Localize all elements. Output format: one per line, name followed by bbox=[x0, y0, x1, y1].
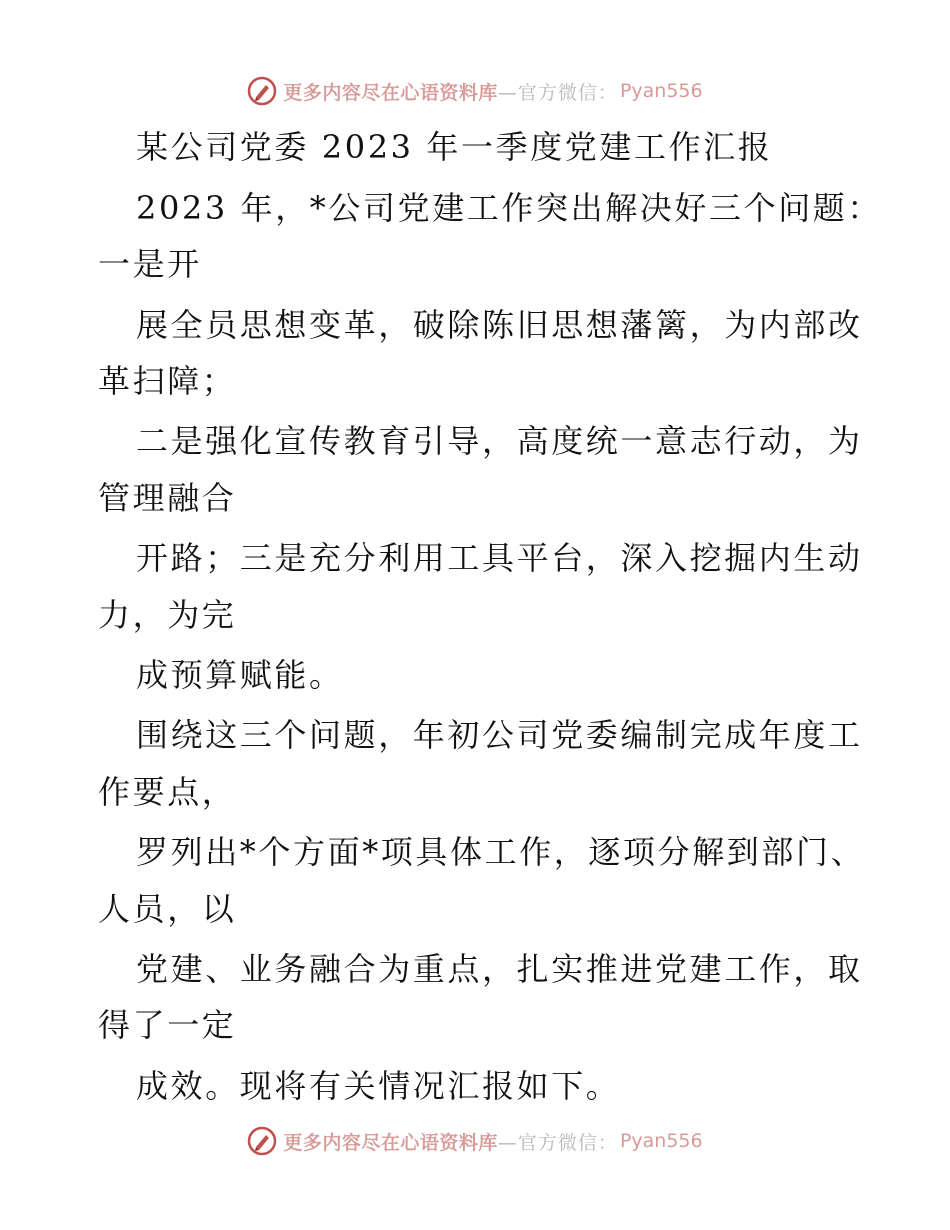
document-line: 2023 年，*公司党建工作突出解决好三个问题： bbox=[136, 189, 883, 227]
document-line: 成预算赋能。 bbox=[136, 656, 344, 694]
watermark-header bbox=[0, 71, 950, 111]
document-line: 人员，以 bbox=[98, 890, 237, 928]
document-line: 围绕这三个问题，年初公司党委编制完成年度工 bbox=[136, 716, 863, 754]
pen-logo-icon bbox=[247, 76, 277, 106]
document-line: 开路；三是充分利用工具平台，深入挖掘内生动 bbox=[136, 539, 863, 577]
document-title: 某公司党委 2023 年一季度党建工作汇报 bbox=[136, 128, 773, 166]
document-line: 展全员思想变革，破除陈旧思想藩篱，为内部改 bbox=[136, 306, 863, 344]
watermark-wechat-id: Pyan556 bbox=[619, 80, 703, 102]
pen-logo-icon bbox=[247, 1126, 277, 1156]
document-line: 一是开 bbox=[98, 245, 202, 283]
watermark-wechat-id: Pyan556 bbox=[619, 1130, 703, 1152]
document-line: 罗列出*个方面*项具体工作，逐项分解到部门、 bbox=[136, 833, 866, 871]
document-line: 得了一定 bbox=[98, 1006, 237, 1044]
document-line: 党建、业务融合为重点，扎实推进党建工作，取 bbox=[136, 950, 863, 988]
document-line: 管理融合 bbox=[98, 479, 237, 517]
watermark-text: 更多内容尽在心语资料库 bbox=[283, 1131, 498, 1154]
document-line: 作要点， bbox=[98, 773, 237, 811]
document-line: 力，为完 bbox=[98, 596, 237, 634]
watermark-contact-label: —官方微信： bbox=[497, 1131, 618, 1154]
document-line: 革扫障； bbox=[98, 362, 237, 400]
watermark-footer bbox=[0, 1121, 950, 1161]
document-line: 成效。现将有关情况汇报如下。 bbox=[136, 1067, 621, 1105]
document-line: 二是强化宣传教育引导，高度统一意志行动，为 bbox=[136, 422, 863, 460]
watermark-contact-label: —官方微信： bbox=[497, 81, 618, 104]
watermark-text: 更多内容尽在心语资料库 bbox=[283, 81, 498, 104]
